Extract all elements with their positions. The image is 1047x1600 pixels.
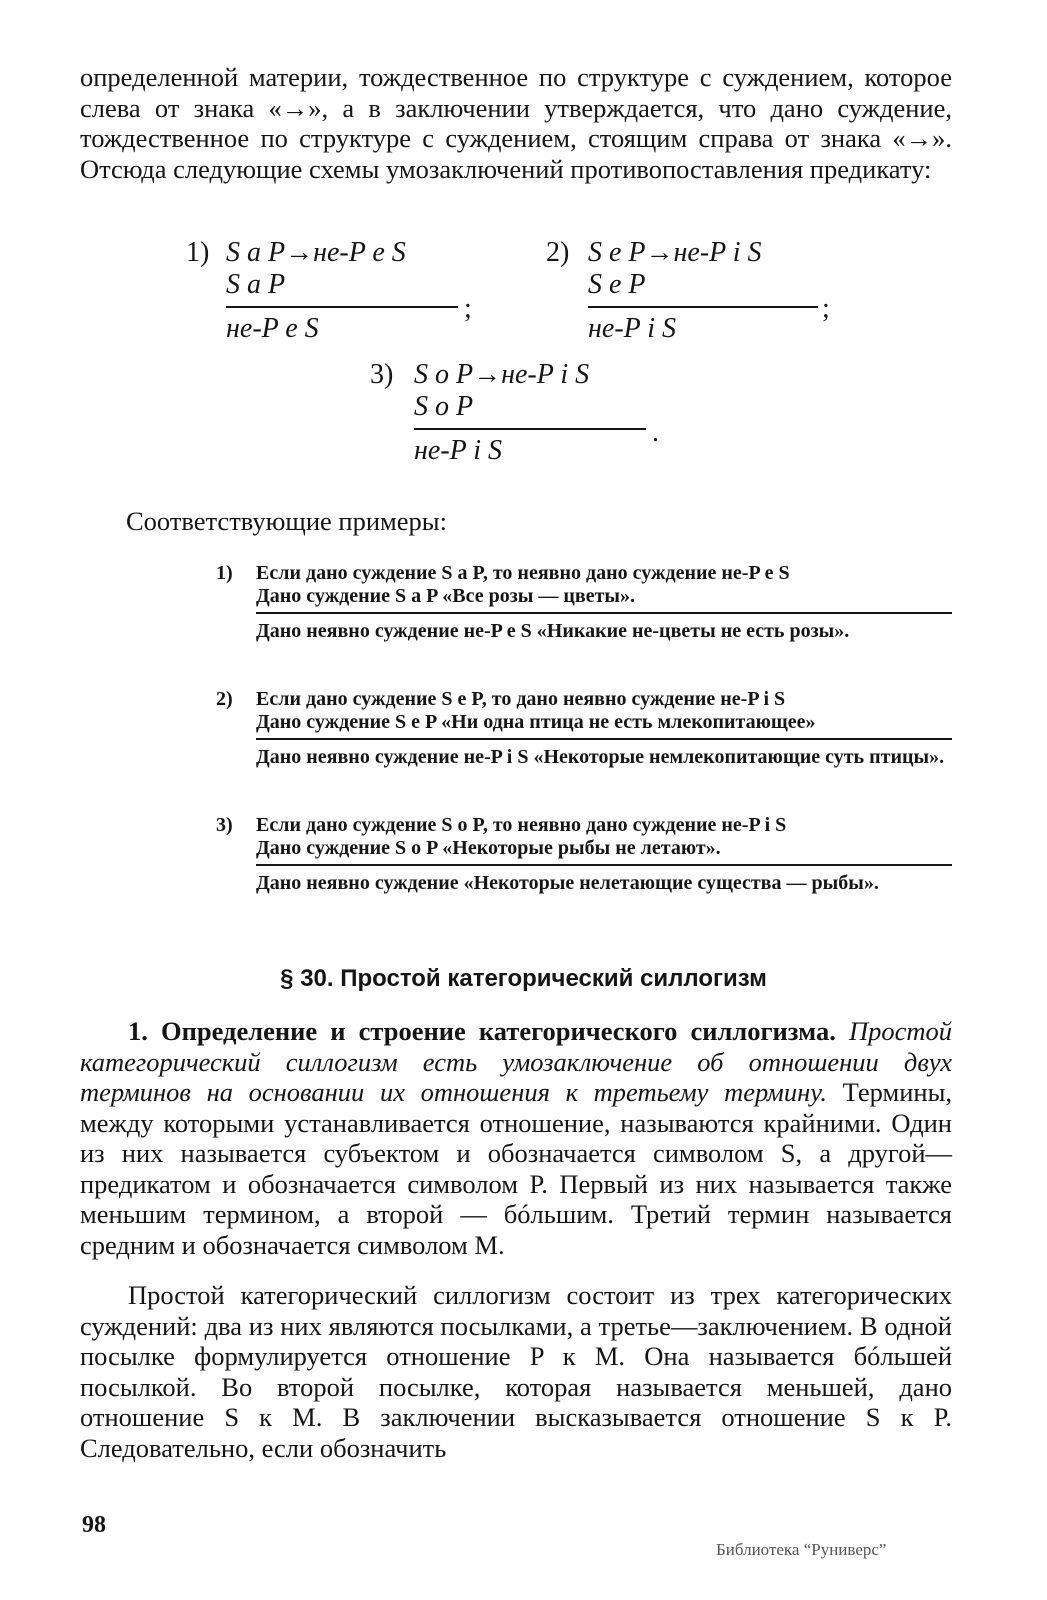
paragraph-2: Простой категорический силлогизм состоит из трех категорических суждений: два из них являются посылками, а третье—заключением. В одной посылке формулируется отношение P к M. Она называется бóльшей посылкой. Во второй посылке, которая называется меньшей, дано отношение S к M. В заключении высказывается отношение S к P. Следовательно, если обозначить: [80, 1280, 952, 1463]
scheme-line: [226, 306, 458, 308]
paragraph-1: [80, 1016, 952, 1260]
example-line-rule: [256, 864, 952, 866]
example-line-1: Если дано суждение S e P, то дано неявно суждение не-P i S: [256, 688, 786, 710]
example-line-rule: [256, 738, 952, 740]
example-3: [216, 814, 952, 895]
scheme-line: [414, 428, 646, 430]
example-line-2: Дано суждение S a P «Все розы — цветы».: [256, 585, 636, 607]
scheme-conclusion: не-P e S: [226, 313, 319, 344]
example-conclusion: Дано неявно суждение «Некоторые нелетающие существа — рыбы».: [256, 872, 879, 894]
example-line-1: Если дано суждение S o P, то неявно дано суждение не-P i S: [256, 814, 787, 836]
scheme-conclusion: не-P i S: [414, 435, 503, 466]
example-conclusion: Дано неявно суждение не-P e S «Никакие не-цветы не есть розы».: [256, 620, 850, 642]
scheme-premise-2: S e P: [588, 269, 646, 300]
scheme-premise-1: S o P→не-P i S: [414, 359, 590, 390]
examples-heading: Соответствующие примеры:: [126, 506, 447, 536]
scheme-number: 3): [370, 359, 394, 390]
example-conclusion: Дано неявно суждение не-P i S «Некоторые немлекопитающие суть птицы».: [256, 746, 945, 768]
paragraph-1-heading: 1. Определение и строение категорического силлогизма.: [128, 1016, 836, 1046]
paragraph-1-definition: Простой категорический силлогизм есть умозаключение об отношении двух терминов на основании их отношения к третьему термину.: [80, 1016, 953, 1107]
scheme-conclusion: не-P i S: [588, 313, 677, 344]
example-1: [216, 562, 952, 643]
example-line-rule: [256, 612, 952, 614]
page-number: 98: [82, 1512, 106, 1538]
scheme-premise-1: S e P→не-P i S: [588, 237, 762, 268]
section-heading: § 30. Простой категорический силлогизм: [280, 965, 767, 992]
scheme-premise-1: S a P→не-P e S: [226, 237, 406, 268]
scheme-number: 2): [546, 237, 570, 268]
example-line-2: Дано суждение S o P «Некоторые рыбы не летают».: [256, 837, 721, 859]
example-number: 1): [216, 562, 233, 584]
scheme-number: 1): [186, 237, 210, 268]
scheme-end: ;: [464, 293, 472, 324]
scheme-end: .: [652, 417, 659, 448]
example-2: [216, 688, 952, 769]
scheme-premise-2: S a P: [226, 269, 286, 300]
scheme-premise-2: S o P: [414, 391, 474, 422]
example-line-2: Дано суждение S e P «Ни одна птица не есть млекопитающее»: [256, 711, 816, 733]
library-watermark: Библиотека “Руниверс”: [716, 1540, 887, 1559]
scheme-line: [588, 306, 818, 308]
example-number: 2): [216, 688, 233, 710]
example-number: 3): [216, 814, 233, 836]
intro-paragraph: определенной материи, тождественное по структуре с суждением, которое слева от знака «→», а в заключении утверждается, что дано суждение, тождественное по структуре с суждением, стоящим справа от знака «→». Отсюда следующие схемы умозаключений противопоставления предикату:: [80, 62, 952, 184]
example-line-1: Если дано суждение S a P, то неявно дано суждение не-P e S: [256, 562, 790, 584]
scheme-end: ;: [822, 293, 830, 324]
paragraph-1-text: Термины, между которыми устанавливается отношение, называются крайними. Один из них называется субъектом и обозначается символом S, а другой—предикатом и обозначается символом P. Первый из них называется также меньшим термином, а второй — бóльшим. Третий термин называется средним и обозначается символом M.: [80, 1077, 953, 1260]
